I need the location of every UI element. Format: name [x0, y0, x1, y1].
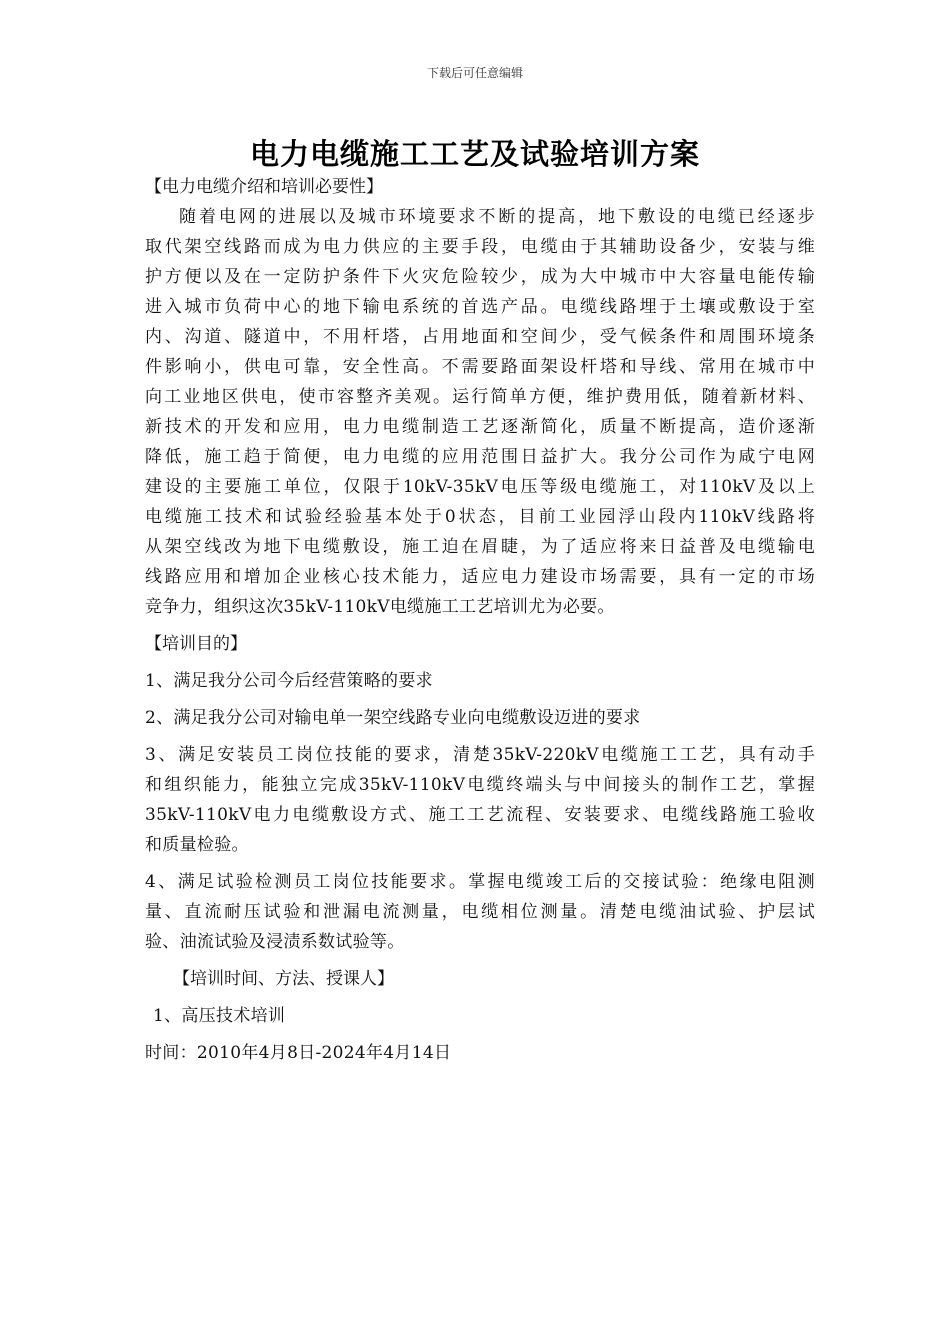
text-line: 35kV-110kV电力电缆敷设方式、施工工艺流程、安装要求、电缆线路施工验收	[145, 805, 815, 825]
schedule-heading: 【培训时间、方法、授课人】	[173, 969, 394, 989]
text-line: 内、沟道、隧道中，不用杆塔，占用地面和空间少，受气候条件和周围环境条	[145, 327, 815, 347]
header-note: 下载后可任意编辑	[426, 66, 523, 80]
text-line: 量、直流耐压试验和泄漏电流测量，电缆相位测量。清楚电缆油试验、护层试	[145, 902, 815, 922]
intro-heading: 【电力电缆介绍和培训必要性】	[145, 177, 383, 197]
text-line: 验、油流试验及浸渍系数试验等。	[145, 932, 405, 952]
text-line: 3、满足安装员工岗位技能的要求，清楚35kV-220kV电缆施工工艺，具有动手	[145, 745, 815, 765]
goal-item-3	[145, 740, 815, 860]
text-line: 4、满足试验检测员工岗位技能要求。掌握电缆竣工后的交接试验：绝缘电阻测	[145, 872, 815, 892]
training-time: 时间：2010年4月8日-2024年4月14日	[145, 1043, 452, 1063]
text-line: 竞争力，组织这次35kV-110kV电缆施工工艺培训尤为必要。	[145, 597, 615, 617]
text-line: 护方便以及在一定防护条件下火灾危险较少，成为大中城市中大容量电能传输	[145, 267, 815, 287]
intro-paragraph	[145, 202, 815, 622]
text-line: 进入城市负荷中心的地下输电系统的首选产品。电缆线路埋于土壤或敷设于室	[145, 297, 815, 317]
text-line: 新技术的开发和应用，电力电缆制造工艺逐渐简化，质量不断提高，造价逐渐	[145, 417, 815, 437]
goals-heading: 【培训目的】	[145, 634, 247, 654]
document-body	[145, 172, 815, 1068]
text-line: 降低，施工趋于简便，电力电缆的应用范围日益扩大。我分公司作为咸宁电网	[145, 447, 815, 467]
text-line: 建设的主要施工单位，仅限于10kV-35kV电压等级电缆施工，对110kV及以上	[145, 477, 815, 497]
document-title: 电力电缆施工工艺及试验培训方案	[249, 137, 700, 171]
text-line: 向工业地区供电，使市容整齐美观。运行简单方便，维护费用低，随着新材料、	[145, 387, 815, 407]
text-line: 线路应用和增加企业核心技术能力，适应电力建设市场需要，具有一定的市场	[145, 567, 815, 587]
text-line: 从架空线改为地下电缆敷设，施工迫在眉睫，为了适应将来日益普及电缆输电	[145, 537, 815, 557]
text-line: 件影响小，供电可靠，安全性高。不需要路面架设杆塔和导线、常用在城市中	[145, 357, 815, 377]
text-line: 电缆施工技术和试验经验基本处于0状态，目前工业园浮山段内110kV线路将	[145, 507, 815, 527]
goal-item-2: 2、满足我分公司对输电单一架空线路专业向电缆敷设迈进的要求	[145, 708, 641, 728]
goal-item-1: 1、满足我分公司今后经营策略的要求	[145, 671, 433, 691]
text-line: 取代架空线路而成为电力供应的主要手段，电缆由于其辅助设备少，安装与维	[145, 237, 815, 257]
goal-item-4	[145, 867, 815, 957]
text-line: 和组织能力，能独立完成35kV-110kV电缆终端头与中间接头的制作工艺，掌握	[145, 775, 815, 795]
training-item-1: 1、高压技术培训	[153, 1006, 286, 1026]
text-line: 随着电网的进展以及城市环境要求不断的提高，地下敷设的电缆已经逐步	[179, 207, 815, 227]
text-line: 和质量检验。	[145, 835, 249, 855]
